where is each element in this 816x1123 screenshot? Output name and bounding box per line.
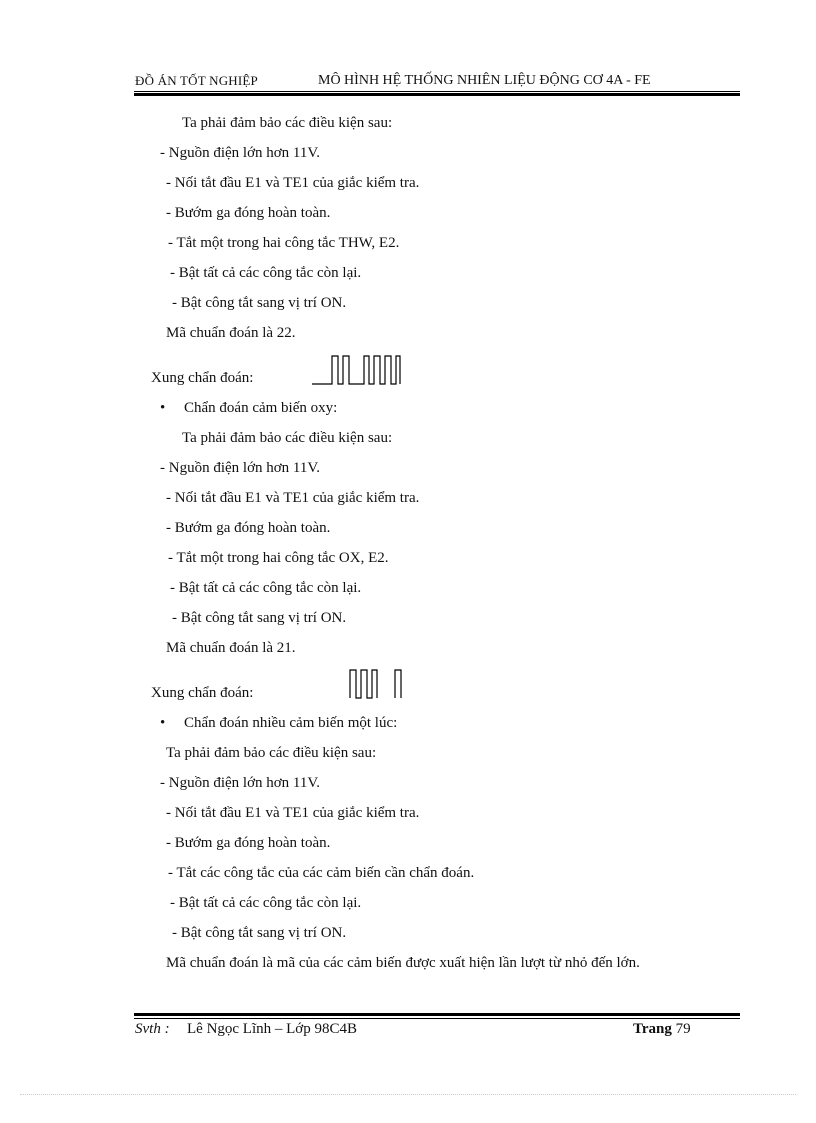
section2-intro: Ta phải đảm bảo các điều kiện sau: (182, 430, 393, 446)
section1-item-1: - Nguồn điện lớn hơn 11V. (160, 145, 321, 161)
section1-item-2: - Nối tắt đầu E1 và TE1 của giắc kiểm tra. (166, 175, 420, 191)
section1-item-5: - Bật tất cả các công tắc còn lại. (170, 265, 362, 281)
section2-bullet: • (160, 400, 166, 416)
section2-title: Chẩn đoán cảm biến oxy: (184, 400, 338, 416)
section2-pulse-label: Xung chẩn đoán: (151, 685, 254, 701)
section1-code: Mã chuẩn đoán là 22. (166, 325, 296, 341)
section1-item-4: - Tắt một trong hai công tắc THW, E2. (168, 235, 400, 251)
footer-svth-label: Svth : (135, 1021, 170, 1037)
section1-intro: Ta phải đảm bảo các điều kiện sau: (182, 115, 393, 131)
section2-code: Mã chuẩn đoán là 21. (166, 640, 296, 656)
section2-item-4: - Tắt một trong hai công tắc OX, E2. (168, 550, 389, 566)
section3-item-3: - Bướm ga đóng hoàn toàn. (166, 835, 331, 851)
header-right: MÔ HÌNH HỆ THỐNG NHIÊN LIỆU ĐỘNG CƠ 4A - FE (318, 73, 651, 88)
footer-rule-thick (134, 1013, 740, 1016)
pulse-waveform-22 (308, 354, 404, 386)
header-rule-thin (134, 91, 740, 92)
footer-rule-thin (134, 1018, 740, 1019)
header-left: ĐỒ ÁN TỐT NGHIỆP (135, 73, 258, 88)
section2-item-2: - Nối tắt đầu E1 và TE1 của giắc kiểm tra. (166, 490, 420, 506)
section1-item-3: - Bướm ga đóng hoàn toàn. (166, 205, 331, 221)
header-rule-thick (134, 93, 740, 96)
section3-title: Chẩn đoán nhiều cảm biến một lúc: (184, 715, 398, 731)
section2-item-5: - Bật tất cả các công tắc còn lại. (170, 580, 362, 596)
section3-item-5: - Bật tất cả các công tắc còn lại. (170, 895, 362, 911)
section3-item-1: - Nguồn điện lớn hơn 11V. (160, 775, 321, 791)
section1-pulse-label: Xung chẩn đoán: (151, 370, 254, 386)
section3-item-4: - Tắt các công tắc của các cảm biến cần chẩn đoán. (168, 865, 475, 881)
section2-item-1: - Nguồn điện lớn hơn 11V. (160, 460, 321, 476)
section1-item-6: - Bật công tắt sang vị trí ON. (172, 295, 347, 311)
footer-author: Lê Ngọc Lĩnh – Lớp 98C4B (187, 1021, 357, 1037)
page-bottom-dotted-line (20, 1094, 796, 1095)
section3-bullet: • (160, 715, 166, 731)
section3-item-2: - Nối tắt đầu E1 và TE1 của giắc kiểm tra. (166, 805, 420, 821)
footer-page-number: 79 (675, 1021, 691, 1037)
section3-item-6: - Bật công tắt sang vị trí ON. (172, 925, 347, 941)
footer-page (633, 1021, 691, 1038)
section3-intro: Ta phải đảm bảo các điều kiện sau: (166, 745, 377, 761)
section2-item-3: - Bướm ga đóng hoàn toàn. (166, 520, 331, 536)
section2-item-6: - Bật công tắt sang vị trí ON. (172, 610, 347, 626)
pulse-waveform-21 (346, 668, 406, 700)
section3-code: Mã chuẩn đoán là mã của các cảm biến được xuất hiện lần lượt từ nhỏ đến lớn. (166, 955, 640, 971)
footer-trang-label: Trang (633, 1021, 672, 1037)
